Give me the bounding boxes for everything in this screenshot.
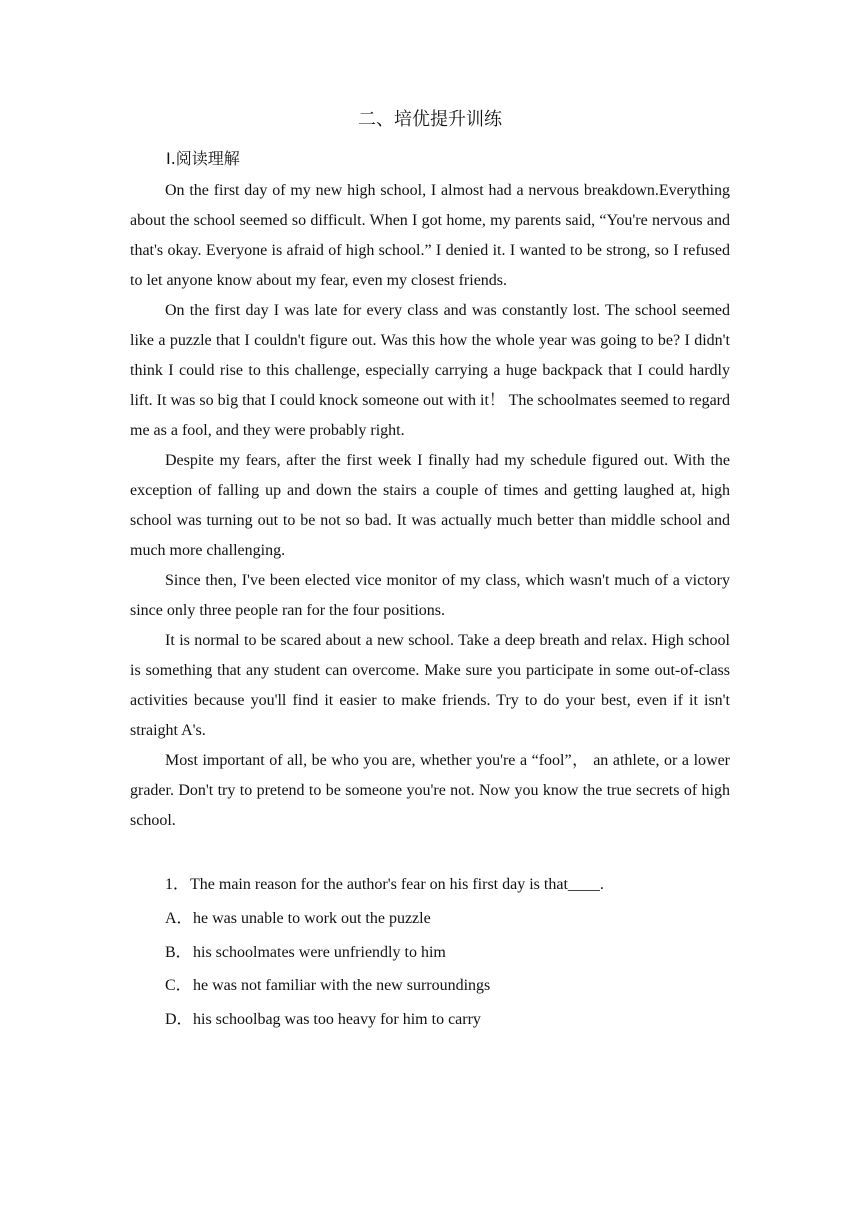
question-number: 1．	[165, 876, 190, 893]
page-title: 二、培优提升训练	[358, 109, 502, 130]
question-text: The main reason for the author's fear on his first day is that____.	[190, 876, 604, 893]
reading-passage	[130, 176, 730, 836]
passage-paragraph: Despite my fears, after the first week I finally had my schedule figured out. With the exception of falling up and down the stairs a couple of times and getting laughed at, high school was turning out to be not so bad. It was actually much better than middle school and much more challenging.	[130, 452, 730, 559]
passage-paragraph: Since then, I've been elected vice monitor of my class, which wasn't much of a victory since only three people ran for the four positions.	[130, 572, 730, 619]
question-stem	[130, 868, 730, 902]
option-letter: B．	[165, 943, 192, 961]
option-text: he was not familiar with the new surroundings	[193, 977, 491, 994]
option-c	[130, 969, 730, 1003]
option-text: he was unable to work out the puzzle	[193, 910, 431, 927]
option-d	[130, 1003, 730, 1037]
section-label: Ⅰ.阅读理解	[166, 149, 240, 168]
option-letter: C．	[165, 977, 192, 994]
option-letter: D．	[165, 1010, 193, 1028]
option-text: his schoolbag was too heavy for him to carry	[193, 1010, 481, 1028]
passage-paragraph: On the first day I was late for every class and was constantly lost. The school seemed like a puzzle that I couldn't figure out. Was this how the whole year was going to be? I didn't think I could rise to this challenge, especially carrying a huge backpack that I could hardly lift. It was so big that I could knock someone out with it！ The schoolmates seemed to regard me as a fool, and they were probably right.	[130, 302, 730, 439]
passage-paragraph: Most important of all, be who you are, whether you're a “fool”， an athlete, or a lower grader. Don't try to pretend to be someone you're not. Now you know the true secrets of high school.	[130, 752, 730, 829]
passage-paragraph: On the first day of my new high school, I almost had a nervous breakdown.Everything about the school seemed so difficult. When I got home, my parents said, “You're nervous and that's okay. Everyone is afraid of high school.” I denied it. I wanted to be strong, so I refused to let anyone know about my fear, even my closest friends.	[130, 182, 730, 289]
option-b	[130, 936, 730, 970]
document-page	[130, 104, 730, 1036]
option-text: his schoolmates were unfriendly to him	[193, 943, 446, 961]
option-letter: A．	[165, 910, 193, 927]
passage-paragraph: It is normal to be scared about a new school. Take a deep breath and relax. High school is something that any student can overcome. Make sure you participate in some out-of-class activities because you'll find it easier to make friends. Try to do your best, even if it isn't straight A's.	[130, 632, 730, 739]
option-a	[130, 902, 730, 936]
question-1	[130, 868, 730, 1036]
